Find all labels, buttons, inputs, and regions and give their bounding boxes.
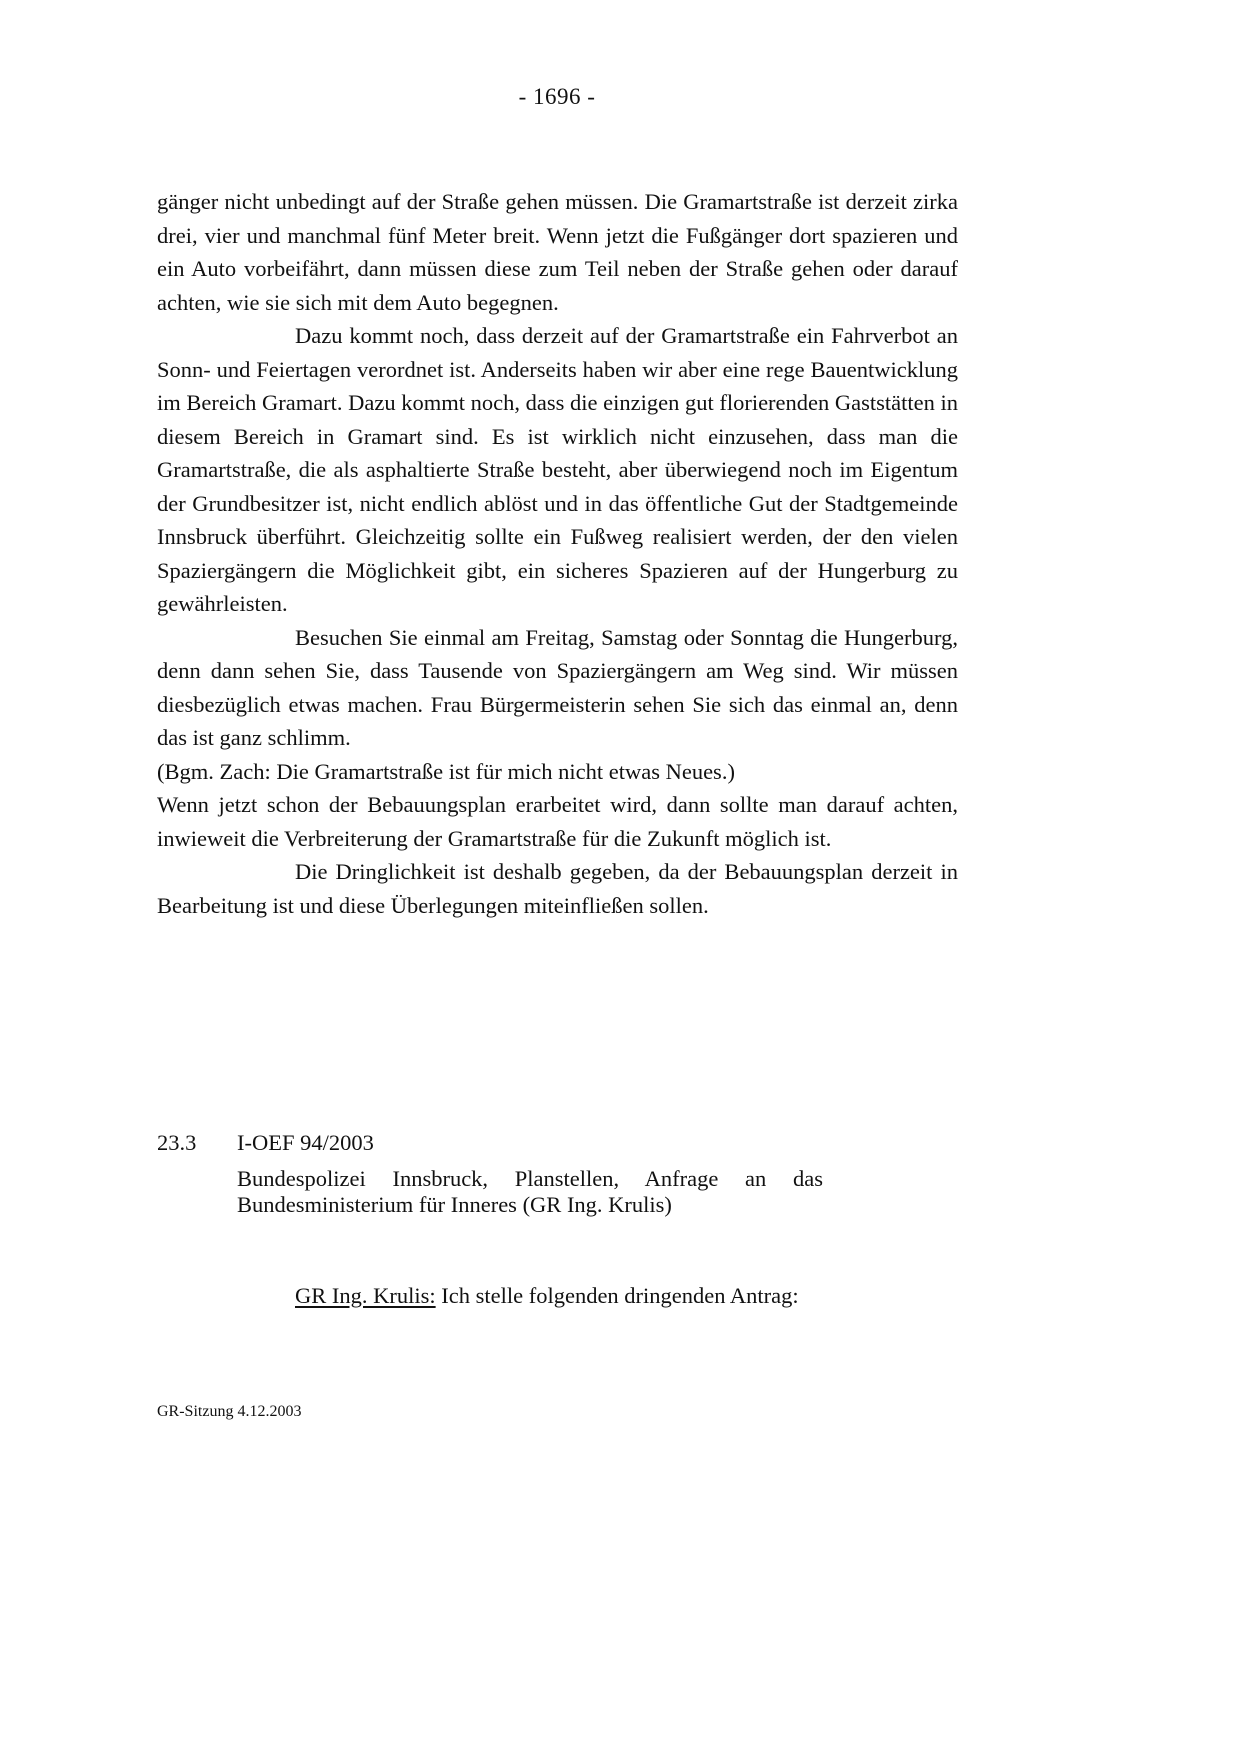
agenda-item-title: Bundespolizei Innsbruck, Planstellen, Anfrage an das Bundesministerium für Inneres (GR Ing. Krulis) <box>237 1166 823 1217</box>
interjection-paragraph: (Bgm. Zach: Die Gramartstraße ist für mich nicht etwas Neues.) <box>157 758 735 784</box>
agenda-item-number: 23.3 <box>157 1130 197 1155</box>
footer-session-label: GR-Sitzung 4.12.2003 <box>157 1403 302 1420</box>
speaker-name: GR Ing. Krulis: <box>295 1282 436 1308</box>
agenda-item-code: I-OEF 94/2003 <box>237 1130 374 1155</box>
speech-line <box>295 1279 958 1313</box>
paragraph: Wenn jetzt schon der Bebauungsplan erarbeitet wird, dann sollte man darauf achten, inwieweit die Verbreiterung der Gramartstraße für die Zukunft möglich ist. <box>157 792 958 851</box>
paragraph: gänger nicht unbedingt auf der Straße gehen müssen. Die Gramartstraße ist derzeit zirka drei, vier und manchmal fünf Meter breit. Wenn jetzt die Fußgänger dort spazieren und ein Auto vorbeifährt, dann müssen diese zum Teil neben der Straße gehen oder darauf achten, wie sie sich mit dem Auto begegnen. <box>157 189 958 315</box>
agenda-item-heading <box>157 1128 958 1158</box>
paragraph: Die Dringlichkeit ist deshalb gegeben, da der Bebauungsplan derzeit in Bearbeitung ist und diese Überlegungen miteinfließen sollen. <box>157 859 958 918</box>
paragraph: Dazu kommt noch, dass derzeit auf der Gramartstraße ein Fahrverbot an Sonn- und Feiertagen verordnet ist. Anderseits haben wir aber eine rege Bauentwicklung im Bereich Gramart. Dazu kommt noch, dass die einzigen gut florierenden Gaststätten in diesem Bereich in Gramart sind. Es ist wirklich nicht einzusehen, dass man die Gramartstraße, die als asphaltierte Straße besteht, aber überwiegend noch im Eigentum der Grundbesitzer ist, nicht endlich ablöst und in das öffentliche Gut der Stadtgemeinde Innsbruck überführt. Gleichzeitig sollte ein Fußweg realisiert werden, der den vielen Spaziergängern die Möglichkeit gibt, ein sicheres Spazieren auf der Hungerburg zu gewährleisten. <box>157 323 959 616</box>
page-number: - 1696 - <box>518 84 596 109</box>
document-body <box>157 185 958 922</box>
paragraph: Besuchen Sie einmal am Freitag, Samstag oder Sonntag die Hungerburg, denn dann sehen Sie, dass Tausende von Spaziergängern am Weg sind. Wir müssen diesbezüglich etwas machen. Frau Bürgermeisterin sehen Sie sich das einmal an, denn das ist ganz schlimm. <box>157 624 958 750</box>
speech-text: Ich stelle folgenden dringenden Antrag: <box>441 1282 799 1308</box>
